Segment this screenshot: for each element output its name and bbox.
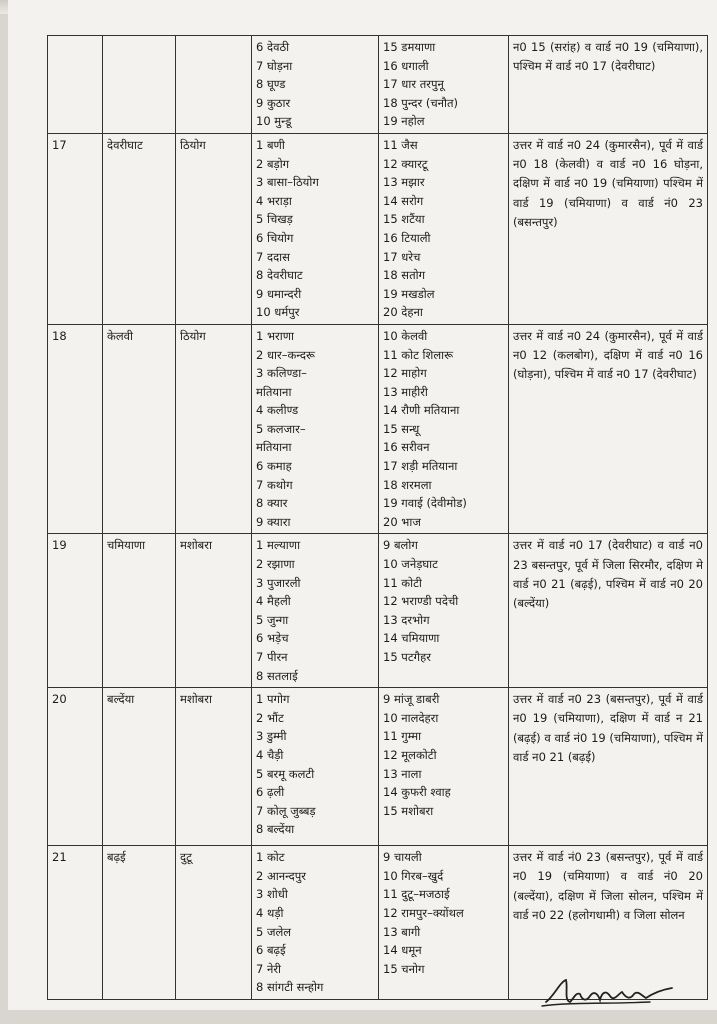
boundary-description-cell: उत्तर में वार्ड न0 23 (बसन्तपुर), पूर्व में वार्ड न0 19 (चमियाणा), दक्षिण में वार्ड न 21 (बढ़ई) व वार्ड नं0 19 (चमियाणा), पश्चिम में वार्ड न0 21 (बढ़ई) [509, 688, 708, 846]
village-item: 3 डुम्मी [256, 729, 287, 744]
village-item: 6 चियोग [256, 230, 294, 245]
village-item: 9 क्यारा [256, 514, 291, 529]
village-item: 9 बलोग [383, 538, 418, 553]
ward-number-cell [48, 36, 103, 134]
village-item: 15 सन्धू [383, 421, 420, 436]
village-item: 17 धार तरपुनू [383, 77, 444, 92]
village-item: 6 ढ़ली [256, 785, 285, 800]
village-item: 10 केलवी [383, 328, 428, 343]
boundary-description-cell: उत्तर में वार्ड नं0 23 (बसन्तपुर), पूर्व में वार्ड न0 19 (चमियाणा) व वार्ड नं0 20 (बल्देंया), दक्षिण में जिला सोलन, पश्चिम में वार्ड न0 22 (हलोगधामी) व जिला सोलन [509, 846, 708, 1000]
ward-number-cell: 18 [48, 324, 103, 534]
boundary-description-cell: उत्तर में वार्ड न0 17 (देवरीघाट) व वार्ड न0 23 बसन्तपुर, पूर्व में जिला सिरमौर, दक्षिण मे वार्ड न0 21 (बढ़ई), पश्चिम में वार्ड न0 20 (बल्देंया) [509, 534, 708, 688]
village-item: 3 बासा–ठियोग [256, 175, 319, 190]
villages-column-b [379, 534, 509, 688]
village-item: 3 पुजारली [256, 575, 301, 590]
ward-name-cell [103, 36, 176, 134]
villages-column-a [252, 534, 379, 688]
villages-column-a [252, 846, 379, 1000]
block-name-cell: मशोबरा [176, 534, 252, 688]
boundary-description-cell: उत्तर में वार्ड न0 24 (कुमारसैन), पूर्व में वार्ड न0 18 (केलवी) व वार्ड न0 16 घोड़ना, दक्षिण में वार्ड न0 19 (चमियाणा) पश्चिम में वार्ड 19 (चमियाणा) व वार्ड नं0 23 (बसन्तपुर) [509, 133, 708, 324]
village-item: 20 भाज [383, 514, 421, 529]
village-item: 13 माहीरी [383, 384, 428, 399]
village-item: 14 सरोग [383, 193, 424, 208]
village-item: मतियाना [256, 440, 292, 455]
block-name-cell: मशोबरा [176, 688, 252, 846]
village-item: 4 मैहली [256, 594, 291, 609]
ward-row [48, 688, 708, 846]
village-item: 13 बागी [383, 924, 421, 939]
village-item: 7 ददास [256, 249, 290, 264]
village-item: मतियाना [256, 384, 292, 399]
village-item: 15 पटगैहर [383, 650, 431, 664]
signature [540, 972, 680, 1014]
ward-row [48, 133, 708, 324]
village-item: 7 घोड़ना [256, 58, 293, 73]
village-item: 14 कुफरी श्वाह [383, 785, 451, 800]
villages-column-a [252, 688, 379, 846]
village-item: 11 गुम्मा [383, 729, 422, 744]
village-item: 8 बल्देंया [256, 822, 295, 837]
village-item: 8 घूण्ड [256, 77, 286, 92]
village-item: 10 मुन्डू [256, 114, 292, 129]
block-name-cell: ठियोग [176, 133, 252, 324]
village-item: 2 आनन्दपुर [256, 868, 307, 883]
village-item: 15 शटैंया [383, 212, 425, 227]
village-item: 6 कमाह [256, 459, 292, 474]
village-item: 13 मझार [383, 175, 425, 190]
ward-row [48, 36, 708, 134]
village-item: 19 नहोल [383, 114, 425, 129]
village-item: 12 भराण्डी पदेची [383, 594, 459, 609]
village-item: 7 नेरी [256, 961, 282, 976]
village-item: 12 रामपुर–क्योंथल [383, 905, 464, 920]
village-item: 11 दुटू–मजठाई [383, 887, 450, 902]
villages-column-b [379, 688, 509, 846]
village-item: 7 पीरन [256, 650, 288, 664]
village-item: 9 मांजू डाबरी [383, 692, 440, 707]
ward-delimitation-table [47, 35, 708, 1000]
boundary-description-cell: न0 15 (सरांह) व वार्ड न0 19 (चमियाणा), पश्चिम में वार्ड न0 17 (देवरीघाट) [509, 36, 708, 134]
village-item: 15 डमयाणा [383, 40, 436, 54]
village-item: 5 बरमू कलटी [256, 766, 315, 781]
village-item: 13 दरभोग [383, 612, 430, 627]
block-name-cell: दुटू [176, 846, 252, 1000]
ward-number-cell: 21 [48, 846, 103, 1000]
village-item: 9 चायली [383, 850, 422, 865]
village-item: 1 भराणा [256, 328, 295, 343]
village-item: 1 कोट [256, 850, 285, 865]
village-item: 2 बड़ोग [256, 156, 290, 171]
ward-name-cell: बढ़ई [103, 846, 176, 1000]
villages-column-b [379, 133, 509, 324]
villages-column-a [252, 36, 379, 134]
village-item: 16 धगाली [383, 58, 429, 73]
village-item: 7 कथोग [256, 477, 293, 492]
villages-column-b [379, 324, 509, 534]
village-item: 14 चमियाणा [383, 631, 440, 646]
ward-name-cell: चमियाणा [103, 534, 176, 688]
village-item: 5 कलजार– [256, 421, 306, 436]
village-item: 15 चनोग [383, 961, 425, 976]
villages-column-b [379, 846, 509, 1000]
village-item: 19 गवाई (देवीमोड) [383, 496, 467, 511]
village-item: 2 धार–कन्दरू [256, 347, 315, 362]
village-item: 20 देहना [383, 305, 423, 320]
village-item: 2 रझाणा [256, 557, 295, 572]
village-item: 14 रौणी मतियाना [383, 403, 460, 418]
village-item: 2 भौंट [256, 710, 284, 725]
village-item: 19 मखडोल [383, 286, 435, 301]
village-item: 6 भड़ेच [256, 631, 289, 646]
village-item: 15 मशोबरा [383, 803, 434, 818]
village-item: 12 मूलकोटी [383, 747, 437, 762]
block-name-cell: ठियोग [176, 324, 252, 534]
village-item: 8 देवरीघाट [256, 268, 303, 283]
village-item: 9 धमान्दरी [256, 286, 302, 301]
village-item: 12 क्यारटू [383, 156, 428, 171]
ward-number-cell: 20 [48, 688, 103, 846]
village-item: 4 चैड़ी [256, 747, 284, 762]
village-item: 3 शोधी [256, 887, 288, 902]
villages-column-b [379, 36, 509, 134]
ward-row [48, 324, 708, 534]
village-item: 13 नाला [383, 766, 422, 781]
ward-row [48, 534, 708, 688]
boundary-description-cell: उत्तर में वार्ड न0 24 (कुमारसैन), पूर्व में वार्ड न0 12 (कलबोग), दक्षिण में वार्ड न0 16 (घोड़ना), पश्चिम में वार्ड न0 17 (देवरीघाट) [509, 324, 708, 534]
village-item: 8 सांगटी सन्होग [256, 980, 324, 995]
village-item: 7 कोलू जुब्बड़ [256, 803, 316, 818]
ward-number-cell: 17 [48, 133, 103, 324]
village-item: 18 सतोग [383, 268, 426, 283]
village-item: 11 जैस [383, 137, 418, 152]
village-item: 5 चिखड़ [256, 212, 293, 227]
village-item: 1 बणी [256, 137, 285, 152]
village-item: 17 धरेच [383, 249, 421, 264]
block-name-cell [176, 36, 252, 134]
ward-name-cell: बल्देंया [103, 688, 176, 846]
village-item: 11 कोट शिलारू [383, 347, 454, 362]
village-item: 5 जुन्गा [256, 612, 289, 627]
village-item: 14 धमून [383, 943, 422, 958]
village-item: 18 पुन्दर (चनौत) [383, 95, 459, 110]
village-item: 10 धर्मपुर [256, 305, 300, 320]
village-item: 4 थड़ी [256, 905, 284, 920]
village-item: 4 कलीण्ड [256, 403, 299, 418]
ward-name-cell: देवरीघाट [103, 133, 176, 324]
village-item: 16 सरीवन [383, 440, 430, 455]
village-item: 8 क्यार [256, 496, 288, 511]
village-item: 17 शड़ी मतियाना [383, 459, 458, 474]
village-item: 1 मल्याणा [256, 538, 301, 553]
villages-column-a [252, 133, 379, 324]
village-item: 16 टियाली [383, 230, 431, 245]
ward-number-cell: 19 [48, 534, 103, 688]
village-item: 5 जलेल [256, 924, 292, 939]
village-item: 11 कोटी [383, 575, 422, 590]
villages-column-a [252, 324, 379, 534]
village-item: 1 पगोग [256, 692, 290, 707]
village-item: 9 कुठार [256, 95, 291, 110]
village-item: 12 माहोग [383, 366, 427, 381]
village-item: 4 भराड़ा [256, 193, 292, 208]
village-item: 10 गिरब–खुर्द [383, 868, 444, 883]
village-item: 10 नालदेहरा [383, 710, 439, 725]
village-item: 10 जनेड़घाट [383, 557, 438, 572]
village-item: 8 सतलाई [256, 668, 298, 683]
ward-name-cell: केलवी [103, 324, 176, 534]
village-item: 18 शरमला [383, 477, 432, 492]
village-item: 6 देवठी [256, 40, 290, 54]
village-item: 6 बढ़ई [256, 943, 286, 958]
village-item: 3 कलिण्डा– [256, 366, 307, 381]
